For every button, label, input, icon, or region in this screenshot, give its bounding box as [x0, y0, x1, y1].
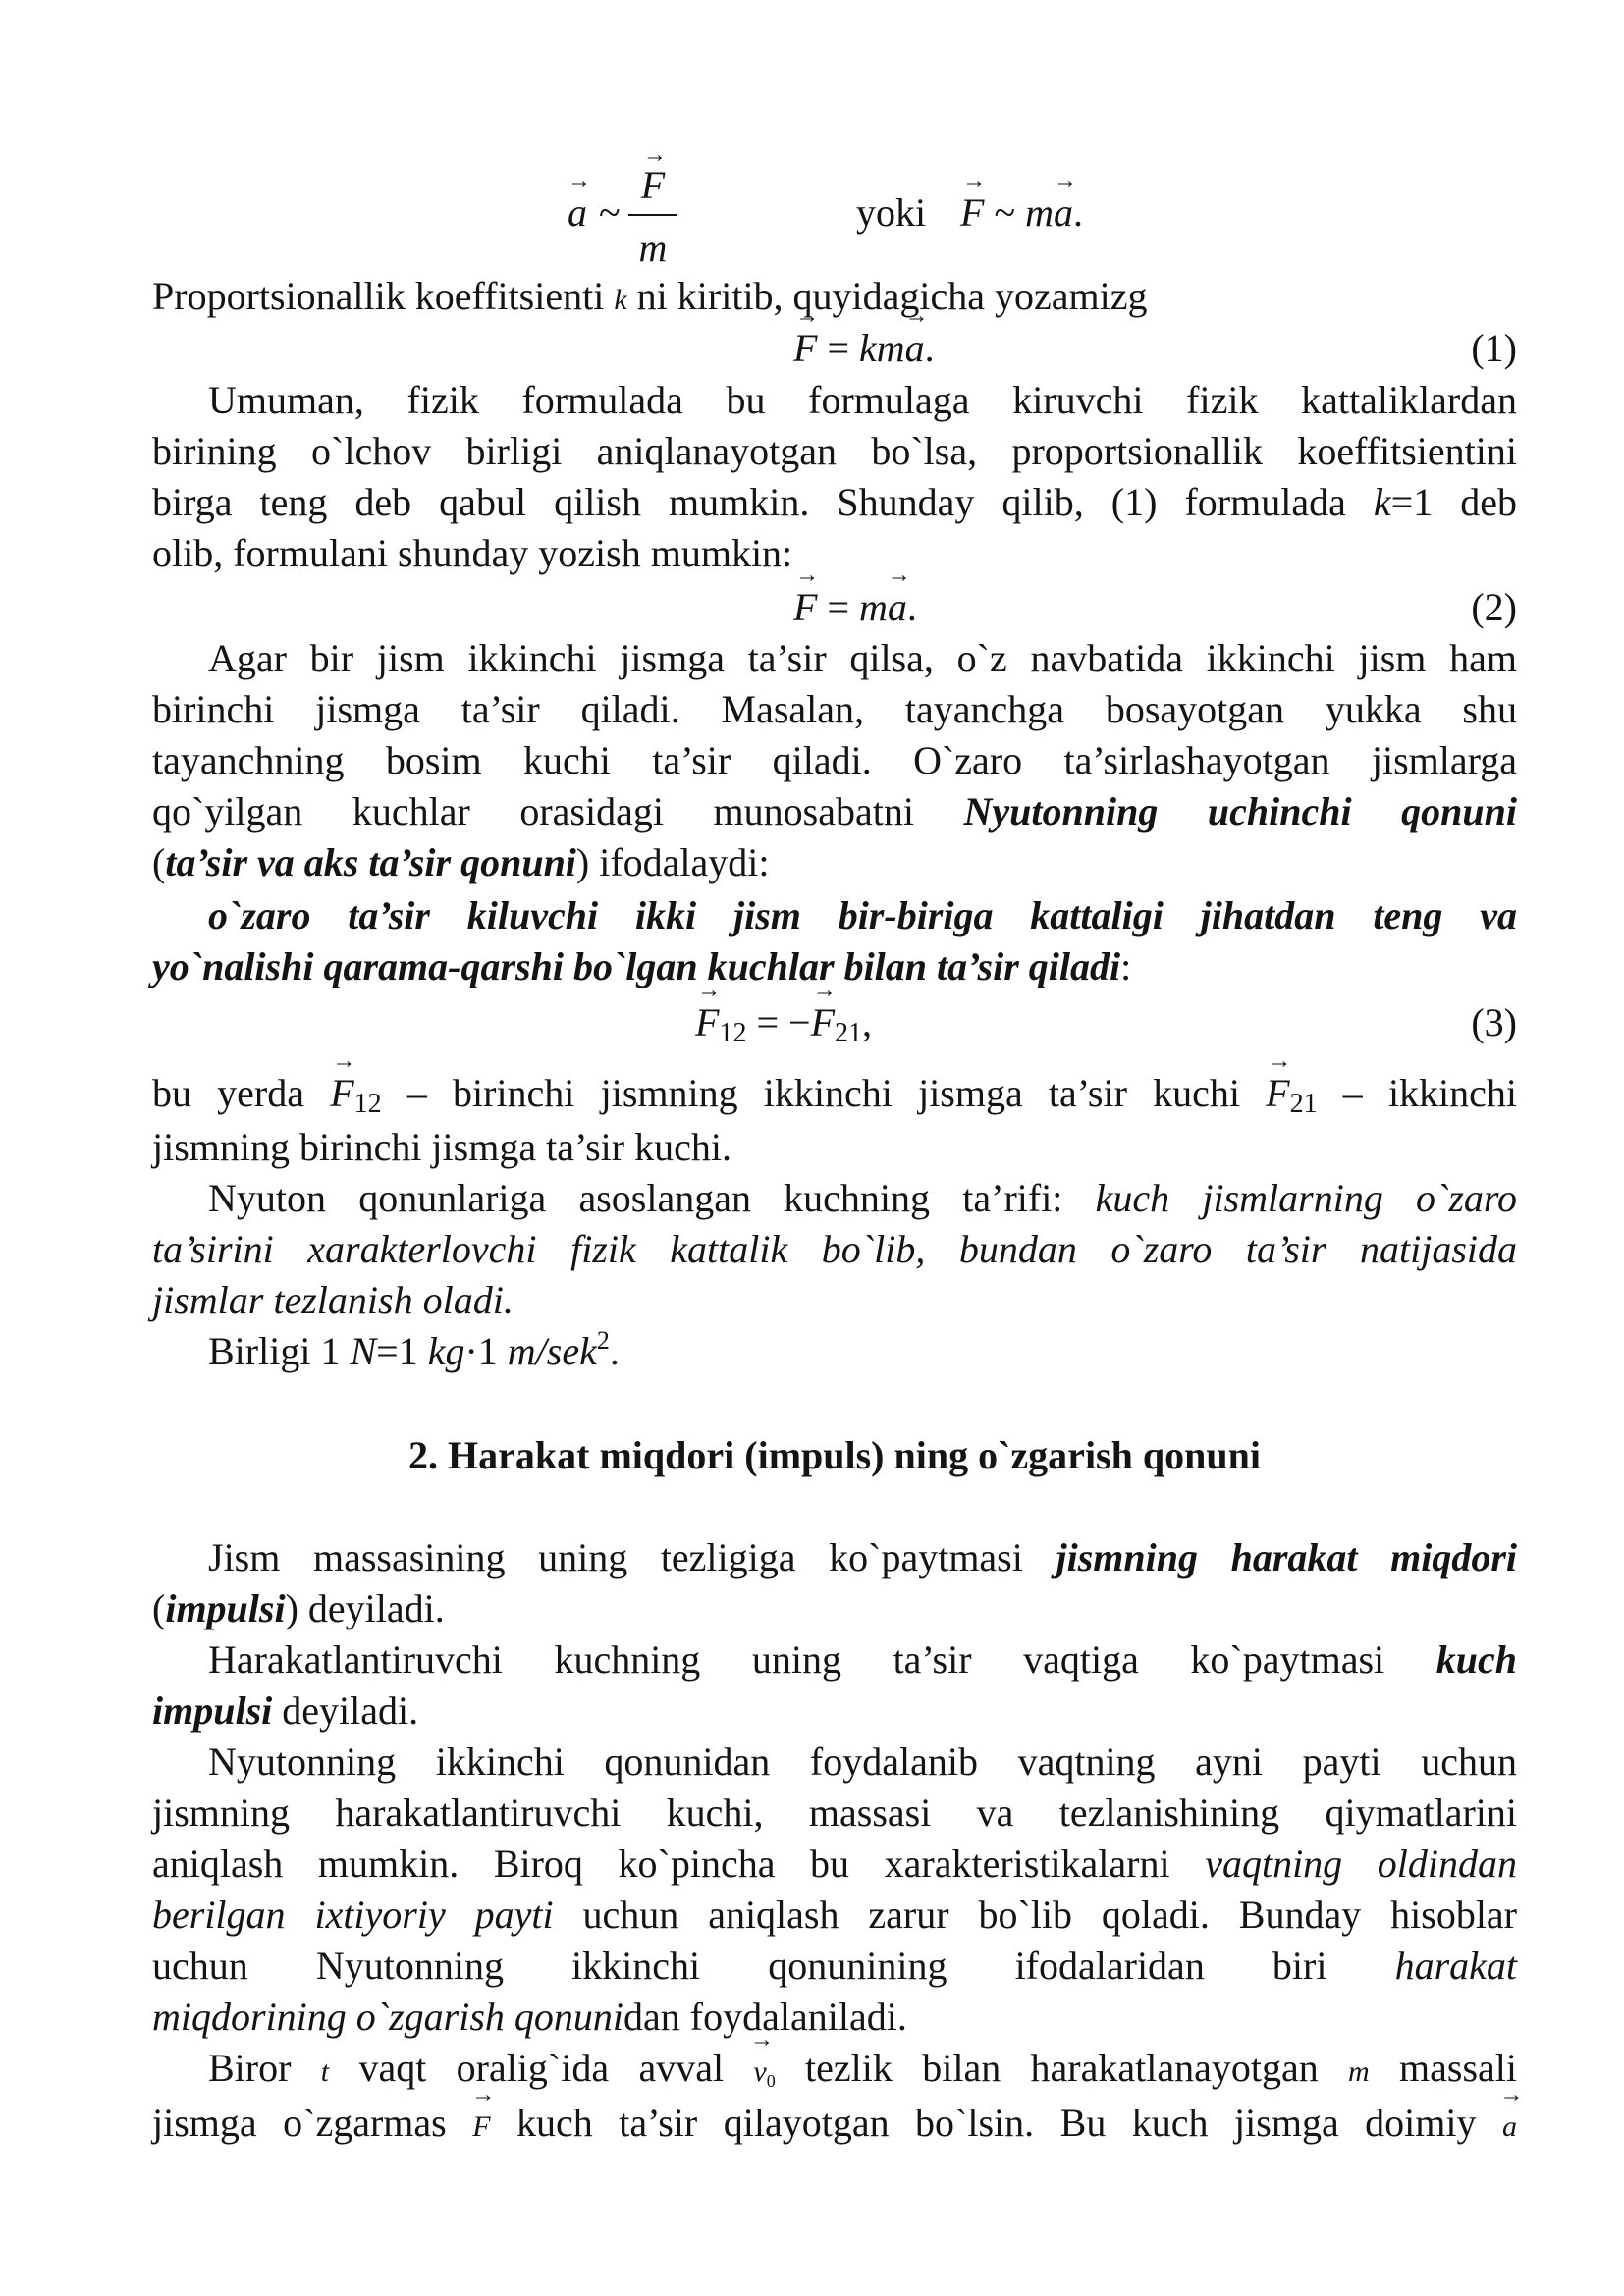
- paragraph-line: Nyutonning ikkinchi qonunidan foydalanib vaqtning ayni payti uchun: [208, 1739, 1517, 1784]
- equation-2: → F = m→ a.: [793, 583, 917, 632]
- formula-a: → a: [568, 188, 587, 238]
- paragraph-line: uchun Nyutonning ikkinchi qonunining ifodalaridan biri harakat: [152, 1944, 1518, 1988]
- paragraph-line: birinchi jismga ta’sir qiladi. Masalan, tayanchga bosayotgan yukka shu: [152, 687, 1517, 731]
- paragraph-line: impulsi deyiladi.: [152, 1688, 419, 1733]
- equation-number-1: (1): [1471, 326, 1517, 370]
- paragraph-line: Jism massasining uning tezligiga ko`paytmasi jismning harakat miqdori: [208, 1535, 1518, 1579]
- paragraph-line: Biror t vaqt oralig`ida avval → $v_0$ tezlik bilan harakatlanayotgan m massali: [208, 2044, 1517, 2097]
- paragraph-line: (impulsi) deyiladi.: [152, 1586, 445, 1630]
- paragraph-line: jismning harakatlantiruvchi kuchi, massasi va tezlanishining qiymatlarini: [152, 1790, 1517, 1835]
- section-heading: 2. Harakat miqdori (impuls) ning o`zgarish qonuni: [408, 1433, 1261, 1477]
- paragraph-line: jismning birinchi jismga ta’sir kuchi.: [152, 1125, 731, 1169]
- fraction-numerator: → F: [628, 163, 677, 208]
- paragraph-line: olib, formulani shunday yozish mumkin:: [152, 531, 793, 575]
- fraction-denominator: m: [638, 226, 668, 270]
- paragraph-line: Proportsionallik koeffitsienti k ni kiritib, quyidagicha yozamizg: [152, 274, 1148, 318]
- unit-line: Birligi 1 N=1 kg·1 m/sek$^2$.: [208, 1326, 620, 1373]
- equation-number-3: (3): [1471, 1000, 1517, 1044]
- paragraph-line: miqdorining o`zgarish qonunidan foydalaniladi.: [152, 1995, 907, 2039]
- formula-rhs: → F ~ m→ a.: [960, 188, 1083, 238]
- equation-number-2: (2): [1471, 585, 1517, 629]
- fraction-bar: [628, 214, 677, 216]
- paragraph-line: (ta’sir va aks ta’sir qonuni) ifodalaydi:: [152, 840, 770, 884]
- equation-3: → $F_{12}$ = −→ $F_{21}$,: [695, 998, 872, 1047]
- law-statement-line: o`zaro ta’sir kiluvchi ikki jism bir-biriga kattaligi jihatdan teng va: [208, 893, 1517, 937]
- paragraph-line: ta’sirini xarakterlovchi fizik kattalik bo`lib, bundan o`zaro ta’sir natijasida: [152, 1227, 1517, 1271]
- paragraph-line: birining o`lchov birligi aniqlanayotgan bo`lsa, proportsionallik koeffitsientini: [152, 429, 1517, 473]
- paragraph-line: aniqlash mumkin. Biroq ko`pincha bu xarakteristikalarni vaqtning oldindan: [152, 1842, 1517, 1886]
- paragraph-line: qo`yilgan kuchlar orasidagi munosabatni Nyutonning uchinchi qonuni: [152, 789, 1518, 833]
- paragraph-line: bu yerda → $F_{12}$ – birinchi jismning ikkinchi jismga ta’sir kuchi → $F_{21}$ – ikkinchi: [152, 1069, 1517, 1118]
- paragraph-line: Agar bir jism ikkinchi jismga ta’sir qilsa, o`z navbatida ikkinchi jism ham: [208, 636, 1517, 680]
- paragraph-line: birga teng deb qabul qilish mumkin. Shunday qilib, (1) formulada k=1 deb: [152, 480, 1518, 524]
- formula-sim: ~: [599, 190, 621, 235]
- paragraph-line: Nyuton qonunlariga asoslangan kuchning ta’rifi: kuch jismlarning o`zaro: [208, 1176, 1518, 1220]
- paragraph-line: Harakatlantiruvchi kuchning uning ta’sir vaqtiga ko`paytmasi kuch: [208, 1637, 1517, 1682]
- paragraph-line: jismlar tezlanish oladi.: [152, 1278, 514, 1322]
- formula-yoki: yoki: [856, 190, 927, 235]
- law-statement-line: yo`nalishi qarama-qarshi bo`lgan kuchlar bilan ta’sir qiladi:: [152, 944, 1132, 988]
- equation-1: → F = km→ a.: [793, 324, 935, 373]
- paragraph-line: tayanchning bosim kuchi ta’sir qiladi. O`zaro ta’sirlashayotgan jismlarga: [152, 738, 1517, 782]
- paragraph-line: berilgan ixtiyoriy payti uchun aniqlash zarur bo`lib qoladi. Bunday hisoblar: [152, 1893, 1517, 1937]
- paragraph-line: jismga o`zgarmas → F kuch ta’sir qilayotgan bo`lsin. Bu kuch jismga doimiy → a: [152, 2099, 1517, 2152]
- paragraph-line: Umuman, fizik formulada bu formulaga kiruvchi fizik kattaliklardan: [208, 378, 1517, 422]
